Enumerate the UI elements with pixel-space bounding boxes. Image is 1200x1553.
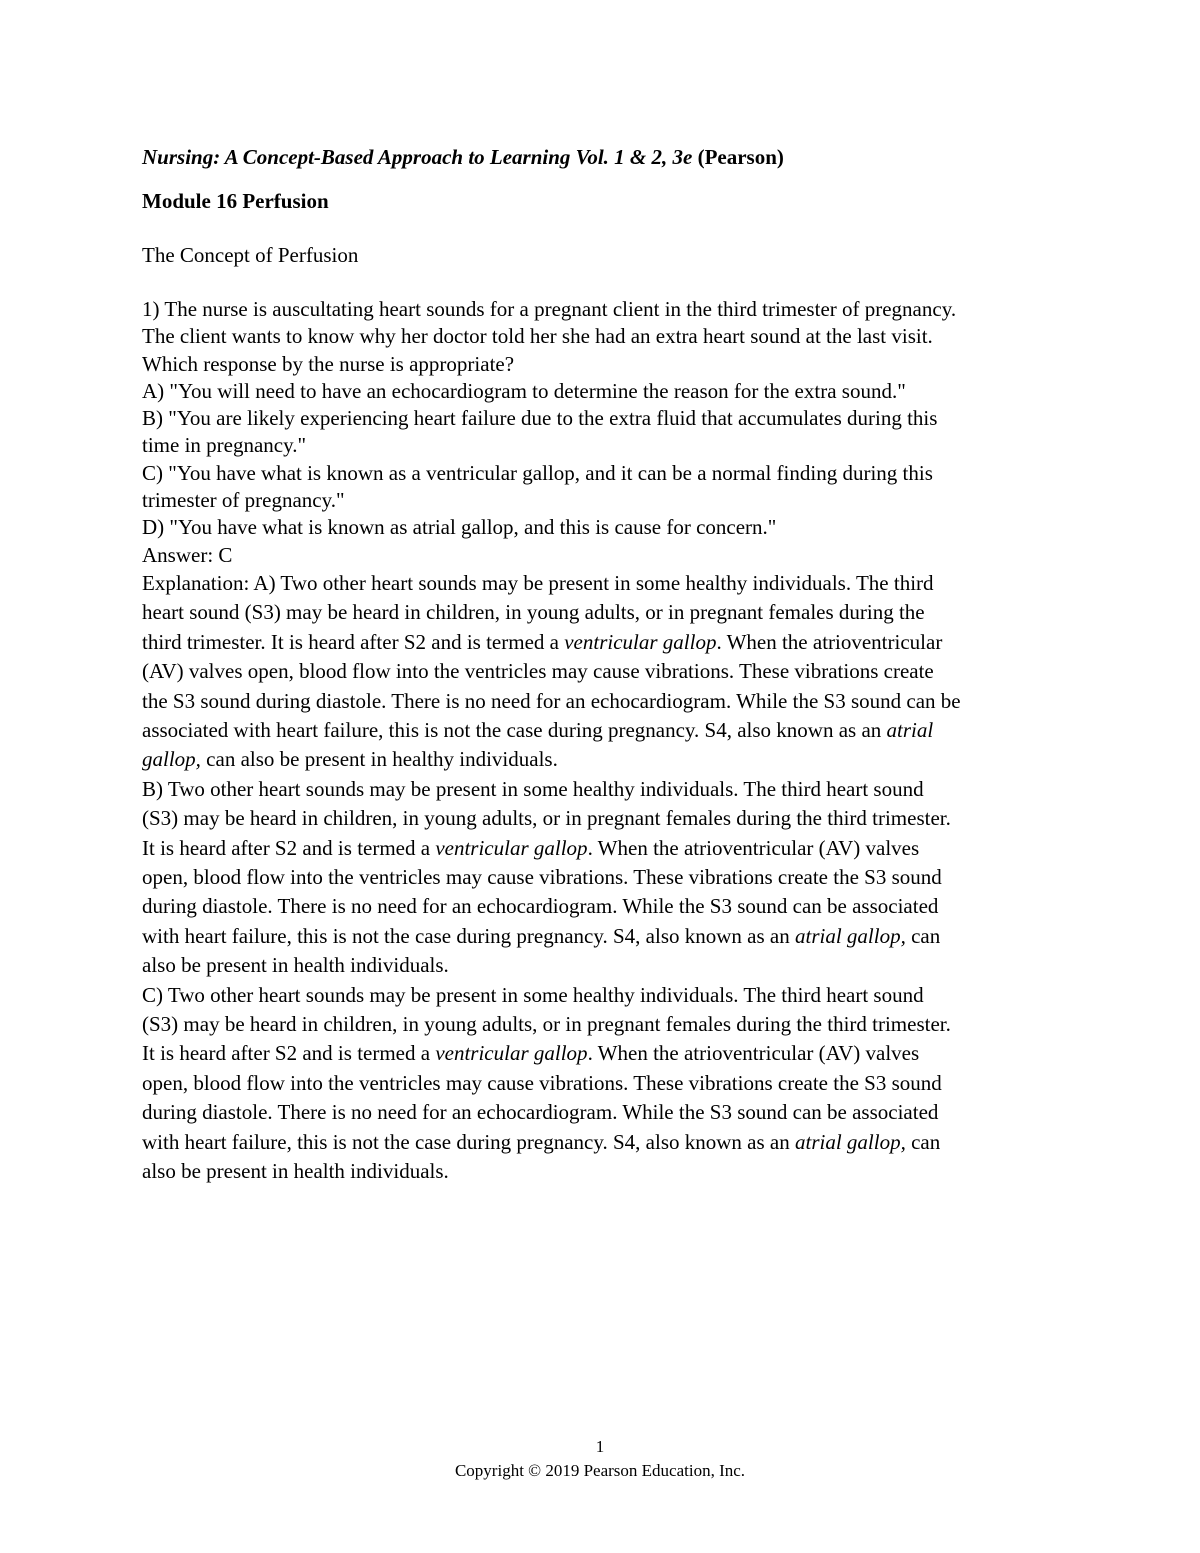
italic-term: ventricular gallop: [435, 835, 588, 860]
question-block: [142, 296, 1072, 569]
question-line: 1) The nurse is auscultating heart sounds for a pregnant client in the third trimester of pregnancy.: [142, 297, 957, 321]
option-b-line1: B) "You are likely experiencing heart failure due to the extra fluid that accumulates during this: [142, 406, 938, 431]
explanation-a-line: [142, 716, 1072, 745]
explanation-c-line: (S3) may be heard in children, in young adults, or in pregnant females during the third trimester.: [142, 1012, 951, 1037]
explanation-c-line: also be present in health individuals.: [142, 1159, 449, 1184]
italic-term: atrial: [886, 718, 934, 742]
book-title: [142, 142, 1072, 172]
italic-term: ventricular gallop: [564, 629, 717, 654]
text-run: . When the atrioventricular (AV) valves: [587, 1041, 920, 1066]
option-a: A) "You will need to have an echocardiogram to determine the reason for the extra sound.": [142, 378, 906, 403]
question-line: Which response by the nurse is appropriate?: [142, 351, 515, 376]
explanation-b-line: [142, 922, 1072, 951]
explanation-b-line: [142, 834, 1072, 863]
explanation-b-line: during diastole. There is no need for an echocardiogram. While the S3 sound can be associated: [142, 894, 939, 919]
explanation-block: [142, 569, 1072, 1187]
text-run: can also be present in healthy individuals.: [200, 747, 558, 772]
explanation-c-line: during diastole. There is no need for an echocardiogram. While the S3 sound can be associated: [142, 1100, 939, 1125]
text-run: associated with heart failure, this is not the case during pregnancy. S4, also known as an: [142, 718, 887, 742]
text-run: can: [905, 1129, 941, 1154]
option-c-line1: C) "You have what is known as a ventricular gallop, and it can be a normal finding during this: [142, 460, 933, 485]
text-run: with heart failure, this is not the case during pregnancy. S4, also known as an: [142, 1129, 795, 1154]
page-content: [142, 142, 1072, 1187]
explanation-b-line: open, blood flow into the ventricles may cause vibrations. These vibrations create the S3 sound: [142, 865, 942, 890]
answer-line: Answer: C: [142, 542, 233, 567]
text-run: . When the atrioventricular: [716, 629, 943, 654]
text-run: third trimester. It is heard after S2 and is termed a: [142, 629, 565, 654]
question-line: The client wants to know why her doctor told her she had an extra heart sound at the last visit.: [142, 324, 933, 349]
italic-term: gallop,: [142, 747, 201, 772]
book-title-publisher: (Pearson): [692, 145, 784, 169]
italic-term: ventricular gallop: [435, 1041, 588, 1066]
explanation-a-line: [142, 745, 1072, 774]
explanation-a-line: (AV) valves open, blood flow into the ventricles may cause vibrations. These vibrations create: [142, 659, 934, 684]
explanation-a-line: the S3 sound during diastole. There is no need for an echocardiogram. While the S3 sound can be: [142, 688, 961, 713]
text-run: It is heard after S2 and is termed a: [142, 1041, 436, 1066]
explanation-b-line: also be present in health individuals.: [142, 953, 449, 978]
module-title: Module 16 Perfusion: [142, 189, 329, 213]
explanation-b-line: (S3) may be heard in children, in young adults, or in pregnant females during the third trimester.: [142, 806, 951, 831]
italic-term: atrial gallop,: [794, 1129, 906, 1154]
explanation-a-line: heart sound (S3) may be heard in children, in young adults, or in pregnant females during the: [142, 600, 925, 625]
explanation-c-line: [142, 1039, 1072, 1068]
text-run: with heart failure, this is not the case during pregnancy. S4, also known as an: [142, 923, 795, 948]
page-number: 1: [595, 1437, 605, 1456]
option-b-line2: time in pregnancy.": [142, 433, 307, 458]
text-run: . When the atrioventricular (AV) valves: [587, 835, 920, 860]
option-d: D) "You have what is known as atrial gallop, and this is cause for concern.": [142, 515, 777, 540]
italic-term: atrial gallop,: [794, 923, 906, 948]
explanation-a-line: Explanation: A) Two other heart sounds may be present in some healthy individuals. The third: [142, 570, 934, 595]
option-c-line2: trimester of pregnancy.": [142, 488, 345, 513]
explanation-c-line: C) Two other heart sounds may be present in some healthy individuals. The third heart sound: [142, 982, 924, 1007]
section-title: The Concept of Perfusion: [142, 243, 359, 267]
text-run: It is heard after S2 and is termed a: [142, 835, 436, 860]
book-title-name: Nursing: A Concept-Based Approach to Learning Vol. 1 & 2, 3e: [142, 145, 693, 169]
explanation-c-line: open, blood flow into the ventricles may cause vibrations. These vibrations create the S3 sound: [142, 1070, 942, 1095]
copyright-notice: Copyright © 2019 Pearson Education, Inc.: [454, 1461, 746, 1480]
explanation-b-line: B) Two other heart sounds may be present in some healthy individuals. The third heart sound: [142, 776, 924, 801]
explanation-a-line: [142, 628, 1072, 657]
explanation-c-line: [142, 1128, 1072, 1157]
text-run: can: [905, 923, 941, 948]
